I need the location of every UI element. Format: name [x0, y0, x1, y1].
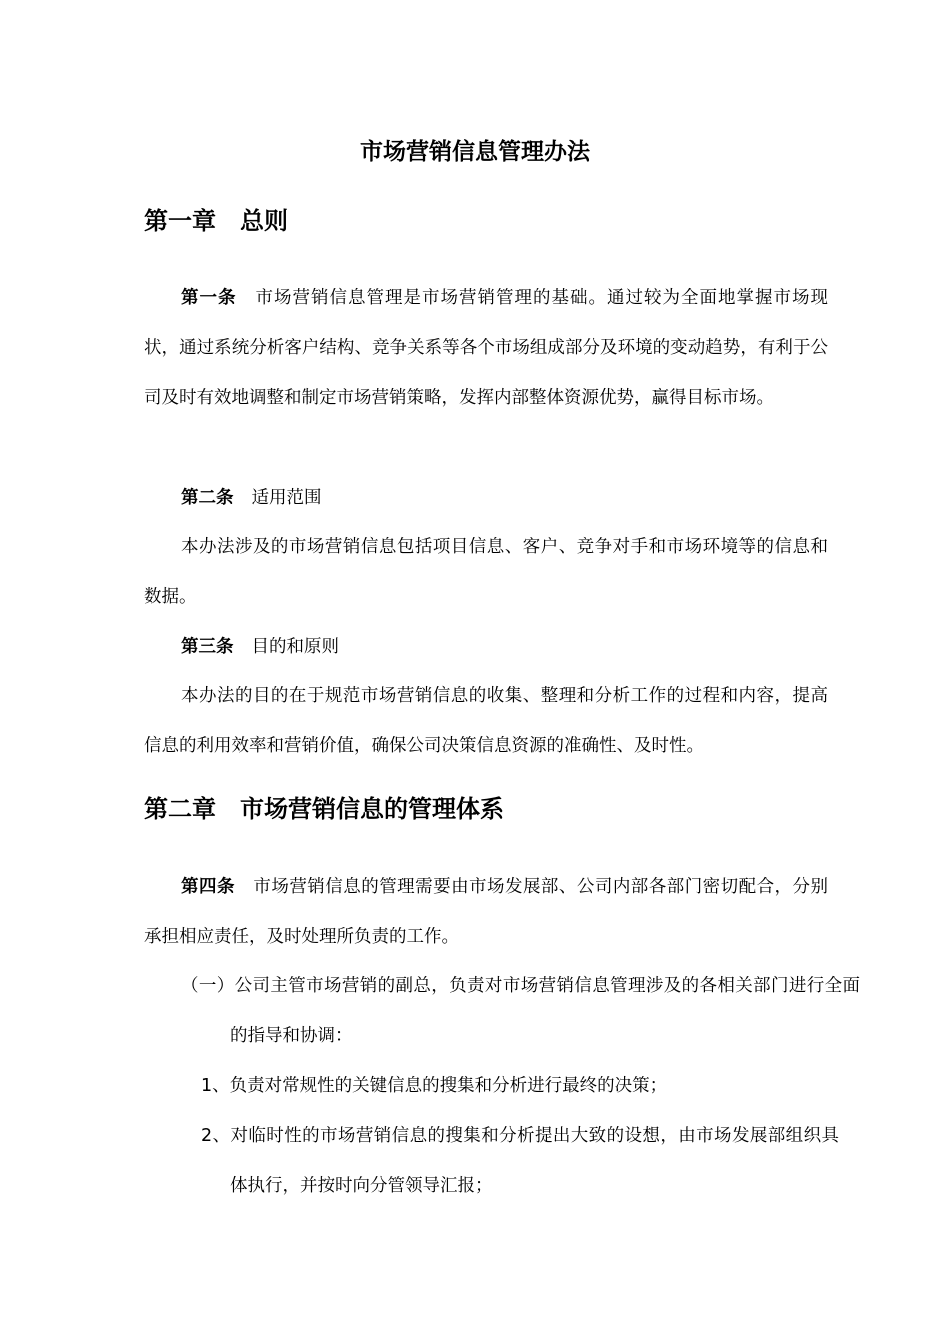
article-1-label: 第一条	[181, 288, 237, 308]
chapter-1-heading	[144, 203, 288, 239]
clause-1	[181, 961, 860, 1061]
list-item-marker: 1、	[201, 1076, 230, 1096]
article-3-body: 本办法的目的在于规范市场营销信息的收集、整理和分析工作的过程和内容，提高信息的利用效率和营销价值，确保公司决策信息资源的准确性、及时性。	[144, 686, 828, 756]
list-item-text: 对临时性的市场营销信息的搜集和分析提出大致的设想，由市场发展部组织具体执行，并按时向分管领导汇报；	[230, 1126, 840, 1196]
article-3-title: 目的和原则	[251, 637, 339, 657]
article-3-heading	[144, 622, 828, 672]
article-2-title: 适用范围	[251, 488, 322, 508]
article-1	[144, 273, 828, 423]
clause-1-marker: （一）	[181, 976, 235, 996]
article-1-text: 市场营销信息管理是市场营销管理的基础。通过较为全面地掌握市场现状，通过系统分析客户结构、竞争关系等各个市场组成部分及环境的变动趋势，有利于公司及时有效地调整和制定市场营销策略，发挥内部整体资源优势，赢得目标市场。	[144, 288, 828, 408]
article-2-label: 第二条	[181, 488, 234, 508]
list-item-text: 负责对常规性的关键信息的搜集和分析进行最终的决策；	[229, 1076, 668, 1096]
list-item	[201, 1061, 839, 1111]
article-4	[144, 862, 828, 962]
chapter-2-label: 第二章	[144, 795, 216, 823]
article-2-heading	[144, 473, 828, 523]
list-item-marker: 2、	[201, 1126, 231, 1146]
article-4-text: 市场营销信息的管理需要由市场发展部、公司内部各部门密切配合，分别承担相应责任，及时处理所负责的工作。	[144, 877, 829, 947]
document-title: 市场营销信息管理办法	[360, 139, 590, 165]
article-2-body: 本办法涉及的市场营销信息包括项目信息、客户、竞争对手和市场环境等的信息和数据。	[144, 537, 828, 607]
chapter-1-label: 第一章	[144, 207, 216, 235]
article-4-label: 第四条	[181, 877, 235, 897]
chapter-2-name: 市场营销信息的管理体系	[240, 795, 504, 823]
chapter-1-name: 总则	[240, 207, 288, 235]
chapter-2-heading	[144, 791, 504, 827]
article-3-label: 第三条	[181, 637, 234, 657]
list-item	[201, 1111, 839, 1211]
clause-1-text: 公司主管市场营销的副总，负责对市场营销信息管理涉及的各相关部门进行全面的指导和协调：	[230, 976, 861, 1046]
